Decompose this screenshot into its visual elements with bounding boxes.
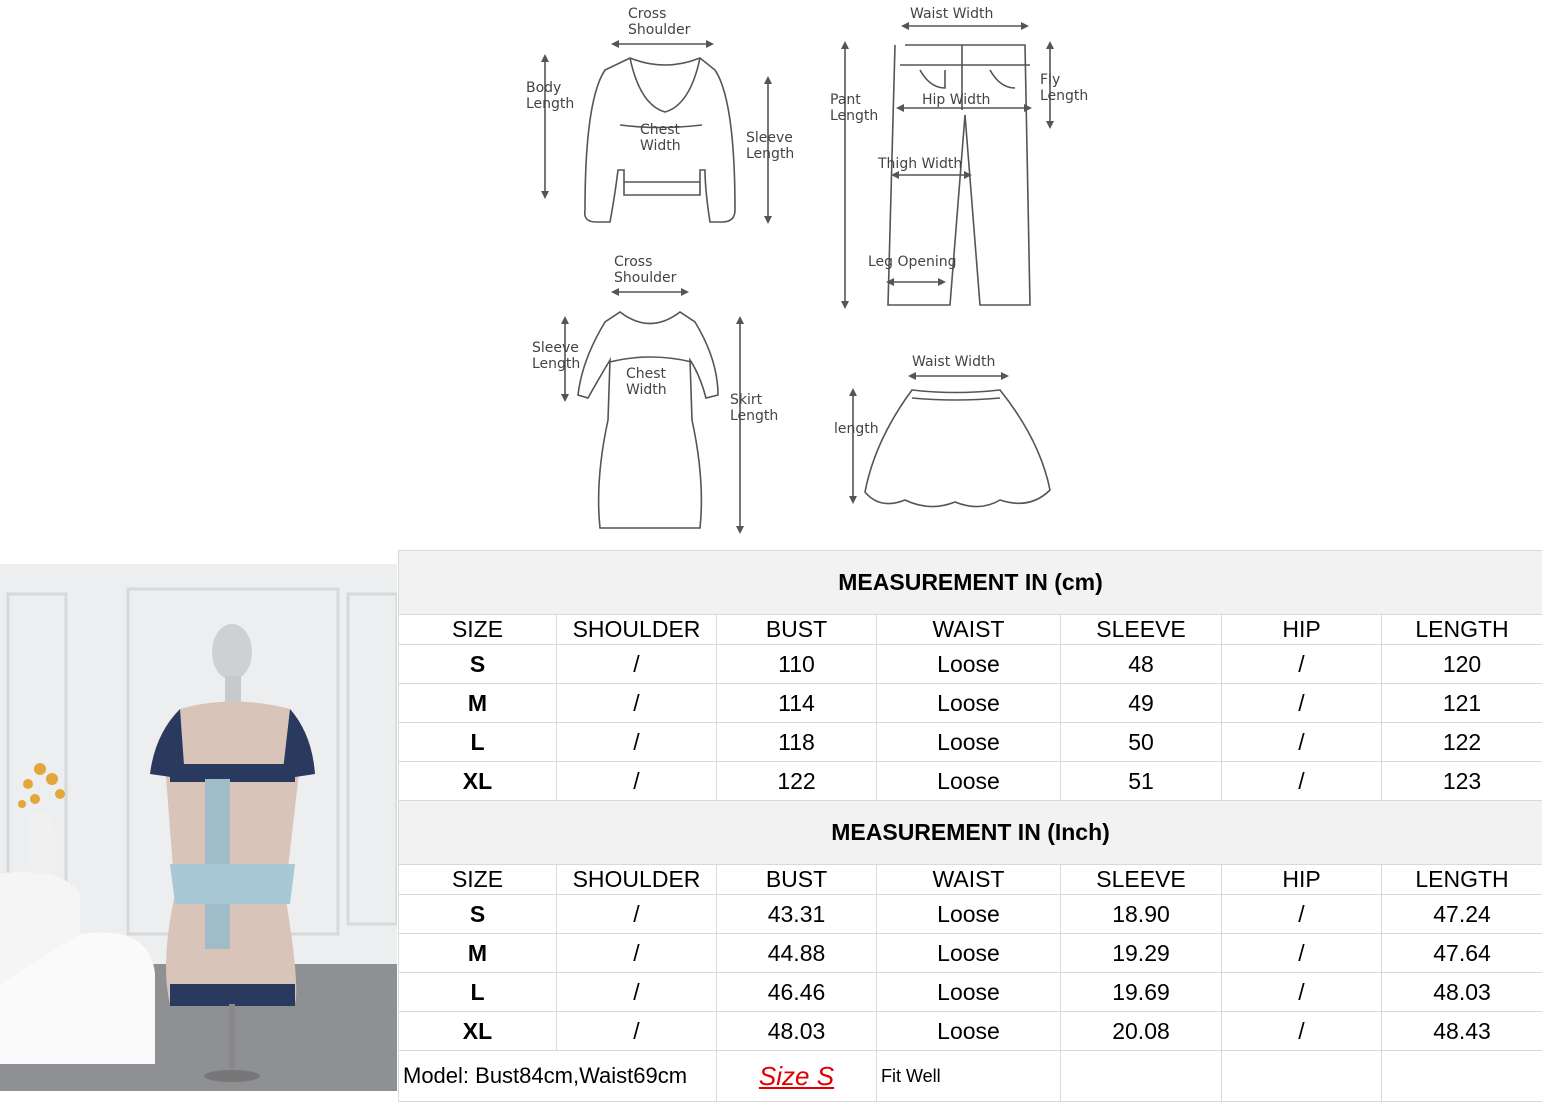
table-cell: 48.43 [1382,1012,1542,1051]
table-cell: 122 [717,762,877,801]
column-header: SHOULDER [557,865,717,895]
pants-hip-width-label: Hip Width [922,92,991,108]
size-cell: S [399,645,557,684]
svg-text:Width: Width [626,382,667,398]
table-row [399,684,1542,723]
table-cell: 47.24 [1382,895,1542,934]
svg-text:Length: Length [730,408,779,424]
skirt-waist-width-label: Waist Width [912,354,996,370]
svg-text:Shoulder: Shoulder [614,270,677,286]
mannequin-dress-image [0,564,397,1091]
cm-header-row [399,615,1542,645]
table-row [399,645,1542,684]
size-cell: L [399,973,557,1012]
table-cell: Loose [877,762,1061,801]
table-cell: / [1222,684,1382,723]
fit-note: Fit Well [877,1051,1061,1102]
cm-table-title-row [399,551,1542,615]
column-header: SLEEVE [1061,615,1222,645]
skirt-sketch [865,390,1050,507]
column-header: BUST [717,865,877,895]
table-cell: 51 [1061,762,1222,801]
pants-waist-width-label: Waist Width [910,6,994,22]
column-header: SHOULDER [557,615,717,645]
table-cell: / [557,895,717,934]
inch-header-row [399,865,1542,895]
table-row [399,723,1542,762]
table-cell: 49 [1061,684,1222,723]
table-cell: / [1222,1012,1382,1051]
table-cell: 120 [1382,645,1542,684]
table-cell: 47.64 [1382,934,1542,973]
dress-sleeve-length-label: Sleeve [532,340,579,356]
table-cell: 48 [1061,645,1222,684]
inch-table-title: MEASUREMENT IN (Inch) [399,801,1542,865]
dress-skirt-length-label: Skirt [730,392,763,408]
svg-text:Length: Length [532,356,581,372]
table-cell: / [557,973,717,1012]
empty-cell [1061,1051,1222,1102]
column-header: BUST [717,615,877,645]
table-cell: Loose [877,934,1061,973]
table-cell: 123 [1382,762,1542,801]
table-row [399,1012,1542,1051]
table-cell: / [557,1012,717,1051]
size-cell: L [399,723,557,762]
table-cell: 20.08 [1061,1012,1222,1051]
table-cell: 48.03 [1382,973,1542,1012]
table-cell: Loose [877,645,1061,684]
table-cell: Loose [877,895,1061,934]
size-cell: XL [399,762,557,801]
table-row [399,762,1542,801]
column-header: SLEEVE [1061,865,1222,895]
model-photo [0,564,397,1091]
column-header: HIP [1222,615,1382,645]
column-header: SIZE [399,865,557,895]
column-header: SIZE [399,615,557,645]
column-header: LENGTH [1382,615,1542,645]
dress-sketch [578,312,718,528]
column-header: WAIST [877,615,1061,645]
table-row [399,934,1542,973]
table-cell: 110 [717,645,877,684]
column-header: HIP [1222,865,1382,895]
svg-text:Length: Length [746,146,795,162]
table-cell: / [1222,645,1382,684]
table-cell: / [1222,762,1382,801]
table-cell: 118 [717,723,877,762]
top-cross-shoulder-label: Cross [628,6,667,22]
table-cell: 19.69 [1061,973,1222,1012]
table-cell: 121 [1382,684,1542,723]
size-chart-table [398,550,1542,1102]
svg-text:Width: Width [640,138,681,154]
pants-leg-opening-label: Leg Opening [868,254,957,270]
table-cell: Loose [877,723,1061,762]
svg-text:Length: Length [1040,88,1089,104]
size-cell: M [399,684,557,723]
table-cell: 122 [1382,723,1542,762]
top-body-length-label: Body [526,80,562,96]
table-cell: 44.88 [717,934,877,973]
table-cell: / [1222,723,1382,762]
empty-cell [1382,1051,1542,1102]
size-cell: XL [399,1012,557,1051]
svg-text:Shoulder: Shoulder [628,22,691,38]
table-cell: / [1222,895,1382,934]
table-cell: 114 [717,684,877,723]
svg-text:Length: Length [526,96,575,112]
table-cell: / [557,723,717,762]
table-cell: / [557,684,717,723]
table-cell: Loose [877,973,1061,1012]
table-cell: 48.03 [717,1012,877,1051]
table-cell: Loose [877,684,1061,723]
table-row [399,973,1542,1012]
model-size-label: Size S [717,1051,877,1102]
table-cell: / [557,934,717,973]
svg-text:Length: Length [830,108,879,124]
model-note-row [399,1051,1542,1102]
column-header: WAIST [877,865,1061,895]
pants-thigh-width-label: Thigh Width [878,156,963,172]
column-header: LENGTH [1382,865,1542,895]
table-cell: 46.46 [717,973,877,1012]
inch-table-title-row [399,801,1542,865]
table-cell: 50 [1061,723,1222,762]
dress-chest-width-label: Chest [626,366,667,382]
pants-fly-length-label: Fly [1040,72,1061,88]
pants-pant-length-label: Pant [830,92,861,108]
empty-cell [1222,1051,1382,1102]
measurement-diagram [0,0,1542,550]
table-cell: / [1222,973,1382,1012]
size-cell: S [399,895,557,934]
table-row [399,895,1542,934]
table-cell: / [557,762,717,801]
skirt-length-label: length [834,421,879,437]
top-sleeve-length-label: Sleeve [746,130,793,146]
cm-table-title: MEASUREMENT IN (cm) [399,551,1542,615]
dress-cross-shoulder-label: Cross [614,254,653,270]
table-cell: / [557,645,717,684]
table-cell: 19.29 [1061,934,1222,973]
table-cell: / [1222,934,1382,973]
table-cell: 18.90 [1061,895,1222,934]
table-cell: Loose [877,1012,1061,1051]
top-chest-width-label: Chest [640,122,681,138]
garment-sketches [0,0,1542,550]
size-cell: M [399,934,557,973]
table-cell: 43.31 [717,895,877,934]
model-measurements: Model: Bust84cm,Waist69cm [399,1051,717,1102]
